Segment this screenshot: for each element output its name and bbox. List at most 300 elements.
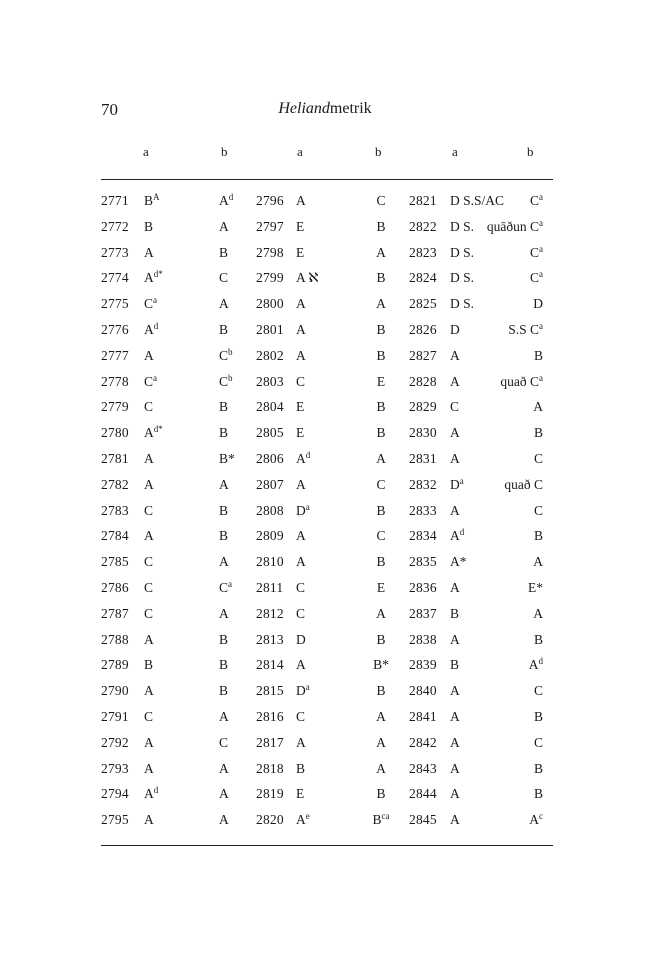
verse-a-3-text: A — [450, 683, 460, 699]
verse-a-2 — [296, 269, 318, 287]
verse-b-3 — [470, 244, 543, 262]
line-number-3-text: 2834 — [409, 528, 437, 544]
verse-b-1 — [219, 244, 228, 262]
line-number-1-text: 2793 — [101, 760, 129, 776]
line-number-1-text: 2792 — [101, 734, 129, 750]
verse-b-1-text: B — [219, 502, 229, 518]
verse-a-1-superscript: a — [153, 295, 158, 306]
verse-a-1 — [144, 760, 154, 778]
line-number-2-text: 2799 — [256, 270, 284, 286]
line-number-1-text: 2772 — [101, 218, 129, 234]
line-number-1 — [101, 527, 129, 545]
verse-a-1 — [144, 269, 163, 287]
verse-a-1-text: B — [144, 657, 154, 673]
verse-b-1-text: C — [219, 347, 229, 363]
line-number-1-text: 2784 — [101, 528, 129, 544]
line-number-3 — [409, 631, 437, 649]
verse-b-3-text: B — [533, 425, 543, 441]
verse-b-1 — [219, 450, 235, 468]
line-number-1 — [101, 321, 129, 339]
verse-a-1-text: A — [144, 270, 154, 286]
table-row — [0, 553, 650, 579]
verse-b-3-text: S.S C — [508, 321, 539, 337]
line-number-2 — [256, 682, 284, 700]
line-number-2-text: 2797 — [256, 218, 284, 234]
verse-a-1 — [144, 682, 154, 700]
line-number-3 — [409, 502, 437, 520]
verse-a-1-superscript: d — [153, 785, 159, 796]
verse-a-2-text: A — [296, 657, 306, 673]
verse-a-3 — [450, 811, 460, 829]
running-title — [0, 100, 650, 118]
verse-a-2 — [296, 682, 310, 700]
verse-a-1 — [144, 734, 154, 752]
verse-b-2-text: A — [376, 296, 386, 312]
line-number-1 — [101, 605, 129, 623]
verse-a-3 — [450, 527, 464, 545]
line-number-1-text: 2782 — [101, 476, 129, 492]
line-number-1 — [101, 373, 129, 391]
verse-a-1-superscript: d* — [153, 269, 163, 280]
verse-b-3-text: B — [533, 528, 543, 544]
verse-a-2-text: C — [296, 579, 306, 595]
verse-b-3-text: C — [529, 244, 539, 260]
line-number-3-text: 2842 — [409, 734, 437, 750]
verse-b-3 — [470, 502, 543, 520]
verse-a-3-text: A — [450, 373, 460, 389]
verse-b-1 — [219, 734, 228, 752]
line-number-1 — [101, 631, 129, 649]
table-row — [0, 476, 650, 502]
verse-a-2 — [296, 631, 306, 649]
line-number-1-text: 2790 — [101, 683, 129, 699]
line-number-3-text: 2821 — [409, 193, 437, 208]
verse-a-2-text: C — [296, 605, 306, 621]
line-number-2-text: 2800 — [256, 296, 284, 312]
verse-a-1 — [144, 373, 157, 391]
verse-a-3-text: C — [450, 399, 460, 415]
line-number-3 — [409, 760, 437, 778]
verse-b-2-text: A — [376, 605, 386, 621]
verse-b-1-text: A — [219, 812, 229, 828]
line-number-2-text: 2807 — [256, 476, 284, 492]
line-number-3-text: 2835 — [409, 554, 437, 570]
verse-b-1 — [219, 321, 228, 339]
line-number-2 — [256, 553, 284, 571]
verse-a-3 — [450, 708, 460, 726]
line-number-2-text: 2796 — [256, 193, 284, 208]
line-number-1-text: 2785 — [101, 554, 129, 570]
line-number-2-text: 2820 — [256, 812, 284, 828]
line-number-1-text: 2783 — [101, 502, 129, 518]
verse-b-2-text: B — [376, 218, 386, 234]
verse-b-1-text: A — [219, 296, 229, 312]
line-number-2 — [256, 631, 284, 649]
verse-b-3-text: C — [533, 502, 543, 518]
verse-b-3-text: quað C — [504, 476, 543, 492]
verse-a-1-text: A — [144, 528, 154, 544]
verse-b-2 — [365, 476, 397, 494]
verse-a-1-text: B — [144, 193, 154, 208]
verse-a-1-text: C — [144, 296, 154, 312]
verse-a-3 — [450, 605, 459, 623]
verse-b-2-text: B — [372, 812, 382, 828]
verse-b-2-text: C — [376, 193, 386, 208]
line-number-3 — [409, 605, 437, 623]
verse-a-2 — [296, 321, 306, 339]
verse-b-1 — [219, 192, 233, 210]
line-number-2-text: 2817 — [256, 734, 284, 750]
table-row — [0, 708, 650, 734]
verse-b-2 — [365, 373, 397, 391]
verse-b-1 — [219, 605, 229, 623]
line-number-3 — [409, 347, 437, 365]
column-head-b3: b — [527, 144, 534, 159]
verse-a-1-superscript: A — [153, 192, 160, 202]
verse-b-1-text: C — [219, 579, 229, 595]
verse-a-2 — [296, 553, 306, 571]
verse-a-2 — [296, 295, 306, 313]
line-number-1-text: 2780 — [101, 425, 129, 441]
verse-a-3-text: D S. — [450, 244, 475, 260]
line-number-2-text: 2815 — [256, 683, 284, 699]
line-number-3 — [409, 682, 437, 700]
line-number-1 — [101, 682, 129, 700]
verse-a-3-superscript: d — [459, 527, 465, 538]
line-number-1-text: 2774 — [101, 270, 129, 286]
line-number-1-text: 2791 — [101, 708, 129, 724]
line-number-1 — [101, 785, 129, 803]
table-row — [0, 527, 650, 553]
verse-a-1 — [144, 347, 154, 365]
verse-a-3 — [450, 631, 460, 649]
verse-b-2 — [365, 269, 397, 287]
verse-b-2 — [365, 321, 397, 339]
verse-b-2-text: B — [376, 502, 386, 518]
line-number-2 — [256, 708, 284, 726]
verse-b-3 — [470, 269, 543, 287]
line-number-2-text: 2814 — [256, 657, 284, 673]
verse-b-3-text: quað C — [500, 373, 539, 389]
line-number-3-text: 2838 — [409, 631, 437, 647]
verse-a-1-text: A — [144, 244, 154, 260]
verse-a-3-text: B — [450, 605, 460, 621]
verse-a-1-superscript: d* — [153, 424, 163, 435]
line-number-2-text: 2806 — [256, 450, 284, 466]
line-number-3-text: 2844 — [409, 786, 437, 802]
line-number-2-text: 2812 — [256, 605, 284, 621]
verse-b-2-text: C — [376, 476, 386, 492]
verse-b-1-superscript: b — [228, 372, 233, 383]
line-number-3-text: 2836 — [409, 579, 437, 595]
table-row — [0, 373, 650, 399]
verse-b-3 — [470, 605, 543, 623]
line-number-1 — [101, 708, 129, 726]
line-number-3-text: 2843 — [409, 760, 437, 776]
verse-a-2 — [296, 811, 310, 829]
verse-b-2-text: B — [376, 631, 386, 647]
line-number-3 — [409, 321, 437, 339]
verse-b-1-text: B — [219, 399, 229, 415]
table-row — [0, 424, 650, 450]
verse-b-1-text: A — [219, 786, 229, 802]
line-number-2 — [256, 398, 284, 416]
line-number-2 — [256, 734, 284, 752]
verse-a-1-text: A — [144, 631, 154, 647]
verse-b-2 — [365, 656, 397, 674]
verse-b-1 — [219, 553, 229, 571]
verse-b-1 — [219, 347, 233, 365]
verse-a-3-text: A — [450, 579, 460, 595]
line-number-2-text: 2818 — [256, 760, 284, 776]
line-number-3 — [409, 656, 437, 674]
verse-a-1-text: A — [144, 450, 154, 466]
verse-b-2 — [365, 579, 397, 597]
line-number-2-text: 2811 — [256, 579, 284, 595]
line-number-2 — [256, 269, 284, 287]
line-number-2-text: 2810 — [256, 554, 284, 570]
line-number-3-text: 2840 — [409, 683, 437, 699]
line-number-3 — [409, 553, 437, 571]
verse-b-2 — [365, 631, 397, 649]
verse-a-3-text: A — [450, 734, 460, 750]
verse-a-2-text: A — [296, 450, 306, 466]
verse-a-1-superscript: a — [153, 372, 158, 383]
verse-a-3-text: A — [450, 450, 460, 466]
line-number-2 — [256, 785, 284, 803]
line-number-3-text: 2833 — [409, 502, 437, 518]
verse-a-2 — [296, 476, 306, 494]
verse-b-1-superscript: b — [228, 346, 233, 357]
line-number-2-text: 2819 — [256, 786, 284, 802]
line-number-1 — [101, 424, 129, 442]
verse-a-2-text: C — [296, 373, 306, 389]
verse-b-2-text: B — [376, 786, 386, 802]
line-number-2 — [256, 605, 284, 623]
table-row — [0, 811, 650, 837]
verse-a-2-text: A — [296, 347, 306, 363]
verse-b-1 — [219, 502, 228, 520]
verse-b-1 — [219, 373, 233, 391]
line-number-2 — [256, 656, 284, 674]
verse-a-2-text: A — [296, 476, 306, 492]
verse-b-2 — [365, 295, 397, 313]
verse-a-1-text: C — [144, 708, 154, 724]
verse-b-2 — [365, 244, 397, 262]
line-number-1 — [101, 450, 129, 468]
verse-b-3-text: E* — [528, 579, 543, 595]
verse-b-3-text: D — [533, 296, 543, 312]
line-number-1 — [101, 579, 129, 597]
line-number-3 — [409, 579, 437, 597]
line-number-1 — [101, 760, 129, 778]
line-number-1-text: 2775 — [101, 296, 129, 312]
verse-a-3-superscript: a — [459, 475, 464, 486]
verse-b-2-text: B — [376, 347, 386, 363]
line-number-1-text: 2787 — [101, 605, 129, 621]
line-number-3-text: 2831 — [409, 450, 437, 466]
line-number-3 — [409, 424, 437, 442]
line-number-1-text: 2786 — [101, 579, 129, 595]
verse-a-1-text: A — [144, 786, 154, 802]
verse-b-2-text: A — [376, 708, 386, 724]
verse-b-1 — [219, 527, 228, 545]
verse-b-1 — [219, 476, 229, 494]
verse-b-3-superscript: a — [539, 192, 543, 202]
verse-a-1-text: A — [144, 812, 154, 828]
verse-b-1-superscript: a — [228, 578, 233, 589]
verse-b-1 — [219, 424, 228, 442]
line-number-2 — [256, 373, 284, 391]
table-row — [0, 192, 650, 218]
line-number-3-text: 2832 — [409, 476, 437, 492]
verse-a-3 — [450, 398, 459, 416]
verse-b-2 — [365, 785, 397, 803]
verse-a-2-text: A — [296, 193, 306, 208]
verse-b-3-text: A — [533, 605, 543, 621]
line-number-3 — [409, 476, 437, 494]
verse-b-1 — [219, 656, 228, 674]
line-number-1 — [101, 502, 129, 520]
line-number-3-text: 2837 — [409, 605, 437, 621]
verse-a-3 — [450, 476, 464, 494]
verse-a-3-text: A — [450, 347, 460, 363]
line-number-2 — [256, 476, 284, 494]
verse-a-2 — [296, 424, 304, 442]
line-number-2 — [256, 244, 284, 262]
table-row — [0, 321, 650, 347]
verse-a-1-text: C — [144, 502, 154, 518]
line-number-3-text: 2823 — [409, 244, 437, 260]
verse-a-1 — [144, 502, 153, 520]
verse-a-1-text: A — [144, 683, 154, 699]
line-number-1 — [101, 295, 129, 313]
line-number-2 — [256, 760, 284, 778]
verse-b-2-text: A — [376, 760, 386, 776]
verse-a-3-text: D S. — [450, 296, 475, 312]
line-number-1 — [101, 347, 129, 365]
verse-a-1 — [144, 450, 154, 468]
verse-a-2 — [296, 708, 305, 726]
verse-b-3-text: B — [533, 786, 543, 802]
verse-a-3 — [450, 347, 460, 365]
verse-a-3-text: A — [450, 528, 460, 544]
line-number-3-text: 2824 — [409, 270, 437, 286]
verse-b-3 — [470, 476, 543, 494]
verse-a-1 — [144, 398, 153, 416]
verse-a-3-text: A — [450, 812, 460, 828]
verse-a-2 — [296, 218, 304, 236]
verse-b-3-superscript: a — [539, 372, 543, 383]
verse-b-3 — [470, 811, 543, 829]
line-number-2 — [256, 811, 284, 829]
verse-b-1-text: C — [219, 734, 229, 750]
table-row — [0, 244, 650, 270]
verse-a-2 — [296, 734, 306, 752]
verse-b-3-superscript: a — [539, 243, 543, 254]
line-number-2 — [256, 192, 284, 210]
line-number-3-text: 2825 — [409, 296, 437, 312]
table-row — [0, 295, 650, 321]
verse-a-1-text: C — [144, 579, 154, 595]
page-number: 70 — [101, 100, 118, 119]
verse-b-3 — [470, 527, 543, 545]
verse-a-2-text: A — [296, 812, 306, 828]
verse-b-2 — [365, 734, 397, 752]
verse-b-3 — [470, 631, 543, 649]
verse-b-1 — [219, 811, 229, 829]
verse-a-3 — [450, 321, 460, 339]
line-number-1 — [101, 192, 129, 210]
verse-a-1 — [144, 553, 153, 571]
verse-b-1 — [219, 760, 229, 778]
verse-a-2 — [296, 244, 304, 262]
verse-b-1-text: B — [219, 657, 229, 673]
line-number-3 — [409, 192, 437, 210]
verse-b-1-text: A — [219, 708, 229, 724]
verse-a-1 — [144, 192, 160, 210]
verse-b-3 — [470, 553, 543, 571]
column-head-a1: a — [143, 144, 149, 159]
verse-b-3 — [470, 579, 543, 597]
verse-a-3-text: D S.S/AC — [450, 193, 505, 208]
verse-b-3 — [470, 321, 543, 339]
verse-b-3 — [470, 295, 543, 313]
verse-b-3-text: B — [533, 631, 543, 647]
verse-a-3-text: A — [450, 786, 460, 802]
line-number-3 — [409, 527, 437, 545]
verse-a-2 — [296, 760, 305, 778]
line-number-1-text: 2781 — [101, 450, 129, 466]
verse-b-1 — [219, 398, 228, 416]
verse-a-2-text: A — [296, 734, 306, 750]
verse-b-2-text: B — [376, 399, 386, 415]
line-number-2 — [256, 295, 284, 313]
verse-b-3-text: C — [533, 683, 543, 699]
table-row — [0, 502, 650, 528]
verse-a-1 — [144, 424, 163, 442]
verse-a-1-text: A — [144, 734, 154, 750]
verse-b-3-superscript: a — [539, 269, 543, 280]
table-row — [0, 656, 650, 682]
verse-a-1 — [144, 708, 153, 726]
verse-b-2 — [365, 347, 397, 365]
verse-a-2-text: B — [296, 760, 306, 776]
verse-a-3 — [450, 760, 460, 778]
verse-b-3-text: A — [529, 812, 539, 828]
line-number-2 — [256, 424, 284, 442]
line-number-3 — [409, 708, 437, 726]
verse-b-2-text: A — [376, 244, 386, 260]
verse-b-3 — [470, 785, 543, 803]
verse-a-2 — [296, 450, 310, 468]
verse-a-1 — [144, 605, 153, 623]
verse-a-1 — [144, 656, 153, 674]
line-number-1 — [101, 269, 129, 287]
line-number-2-text: 2801 — [256, 321, 284, 337]
verse-a-2-text: C — [296, 708, 306, 724]
verse-a-3 — [450, 734, 460, 752]
verse-b-2-text: A — [376, 734, 386, 750]
verse-a-3 — [450, 682, 460, 700]
line-number-2-text: 2809 — [256, 528, 284, 544]
line-number-2 — [256, 527, 284, 545]
verse-a-1 — [144, 218, 153, 236]
verse-b-2-text: E — [376, 579, 386, 595]
verse-a-2 — [296, 192, 306, 210]
line-number-3-text: 2822 — [409, 218, 437, 234]
line-number-1 — [101, 553, 129, 571]
